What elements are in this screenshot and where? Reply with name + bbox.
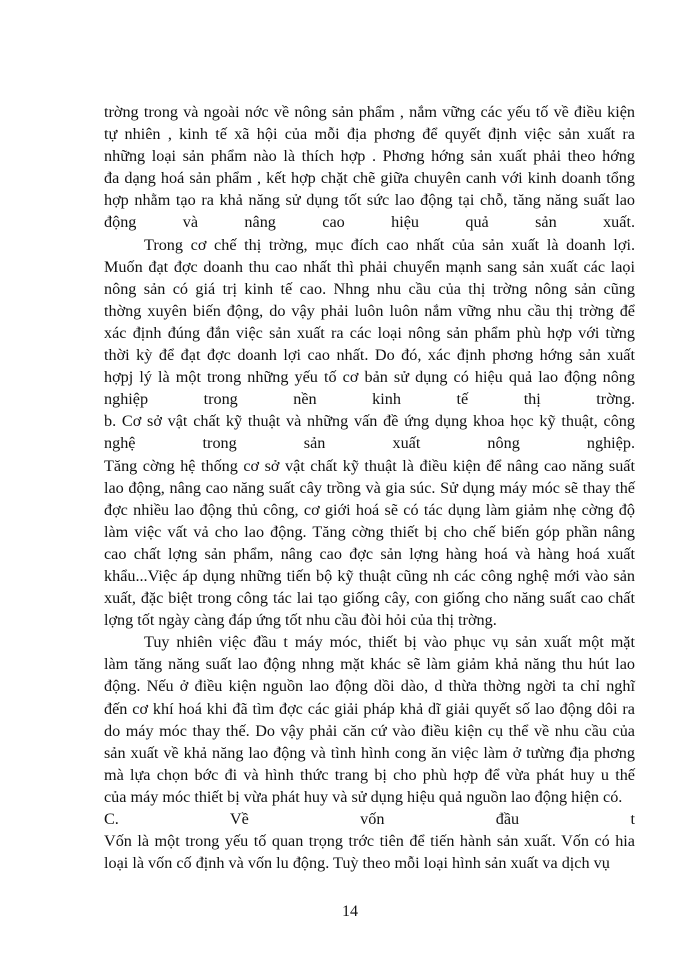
text-line: đợc nhiều lao động thủ công, cơ giới hoá sẽ có tác dụng làm giảm nhẹ cờng độ bbox=[104, 500, 635, 519]
text-line: thờng xuyên biến động, do vậy phải luôn luôn nắm vững nhu cầu thị trờng để bbox=[104, 301, 635, 320]
text-line: đến cơ khí hoá khi đã tìm đợc các giải pháp khả dĩ giải quyết số lao động dôi ra bbox=[104, 699, 635, 718]
text-line: C. Về vốn đầu t bbox=[104, 810, 635, 828]
text-line: nghệ trong sản xuất nông nghiệp. bbox=[104, 434, 635, 453]
text-line: b. Cơ sở vật chất kỹ thuật và những vấn đề ứng dụng khoa học kỹ thuật, công bbox=[104, 412, 635, 431]
text-line: loại là vốn cố định và vốn lu động. Tuỳ theo mỗi loại hình sản xuất va dịch vụ bbox=[104, 854, 610, 873]
text-line: lao động, nâng cao năng suất cây trồng và gia súc. Sử dụng máy móc sẽ thay thế bbox=[104, 478, 635, 497]
text-line: thời kỳ để đạt đợc doanh lợi cao nhất. Do đó, xác định phơng hớng sản xuất bbox=[104, 346, 635, 365]
text-line: Tăng cờng hệ thống cơ sở vật chất kỹ thuật là điều kiện để nâng cao năng suất bbox=[104, 456, 635, 475]
text-line: động và nâng cao hiệu quả sản xuất. bbox=[104, 213, 635, 232]
text-line: sản xuất về khả năng lao động và tình hình cong ăn việc làm ở tưừng địa phơng bbox=[104, 743, 635, 762]
text-line: nông sản có giá trị kinh tế cao. Nhng nhu cầu của thị trờng nông sản cũng bbox=[104, 279, 635, 298]
page-number: 14 bbox=[342, 903, 358, 920]
text-line: tự nhiên , kinh tế xã hội của mỗi địa phơng để quyết định việc sản xuất ra bbox=[104, 125, 635, 144]
text-line: xuất, đặc biệt trong công tác lai tạo giống cây, con giống cho năng suất cao chất bbox=[104, 589, 635, 608]
text-line: khẩu...Việc áp dụng những tiến bộ kỹ thuật cũng nh các công nghệ mới vào sản bbox=[104, 566, 635, 585]
text-line: cao chất lợng sản phẩm, nâng cao đợc sản lợng hàng hoá và hàng hoá xuất bbox=[104, 544, 635, 563]
text-line: Muốn đạt đợc doanh thu cao nhất thì phải chuyển mạnh sang sản xuất các laọi bbox=[104, 257, 635, 276]
text-line: động. Nếu ở điều kiện nguồn lao động dồi dào, d thừa thờng ngời ta chỉ nghĩ bbox=[104, 677, 635, 696]
text-line: nghiệp trong nền kinh tế thị trờng. bbox=[104, 390, 635, 409]
text-line: trờng trong và ngoài nớc về nông sản phẩm , nắm vững các yếu tố về điều kiện bbox=[104, 103, 635, 121]
body-text bbox=[104, 101, 635, 874]
text-line: của máy móc thiết bị vừa phát huy và sử dụng hiệu quả nguồn lao động hiện có. bbox=[104, 787, 623, 806]
text-line: làm tăng năng suất lao động nhng mặt khác sẽ làm giảm khả năng thu hút lao bbox=[104, 655, 635, 674]
text-line: Tuy nhiên việc đầu t máy móc, thiết bị vào phục vụ sản xuất một mặt bbox=[144, 633, 635, 652]
text-line: hợp nhằm tạo ra khả năng sử dụng tốt sức lao động tại chỗ, tăng năng suất lao bbox=[104, 191, 635, 210]
text-line: hợpj lý là một trong những yếu tố cơ bản sử dụng có hiệu quả lao động nông bbox=[104, 368, 635, 387]
text-line: mà lựa chọn bớc đi và hình thức trang bị cho phù hợp để vừa phát huy u thế bbox=[104, 765, 635, 784]
text-line: xác định đúng đắn việc sản xuất ra các loại nông sản phẩm phù hợp với từng bbox=[104, 323, 635, 342]
text-line: làm việc vất vả cho lao động. Tăng cờng thiết bị cho chế biến góp phần nâng bbox=[104, 522, 635, 541]
text-line: lợng tốt ngày càng đáp ứng tốt nhu cầu đòi hỏi của thị trờng. bbox=[104, 611, 497, 630]
text-line: Trong cơ chế thị trờng, mục đích cao nhất của sản xuất là doanh lợi. bbox=[144, 235, 635, 254]
text-line: Vốn là một trong yếu tố quan trọng trớc tiên để tiến hành sản xuất. Vốn có hia bbox=[104, 832, 635, 851]
text-line: đa dạng hoá sản phẩm , kết hợp chặt chẽ giữa chuyên canh với kinh doanh tổng bbox=[104, 169, 635, 188]
text-line: những loại sản phẩm nào là thích hợp . Phơng hớng sản xuất phải theo hớng bbox=[104, 147, 635, 166]
text-line: do máy móc thay thế. Do vậy phải căn cứ vào điều kiện cụ thể về nhu cầu của bbox=[104, 721, 635, 740]
